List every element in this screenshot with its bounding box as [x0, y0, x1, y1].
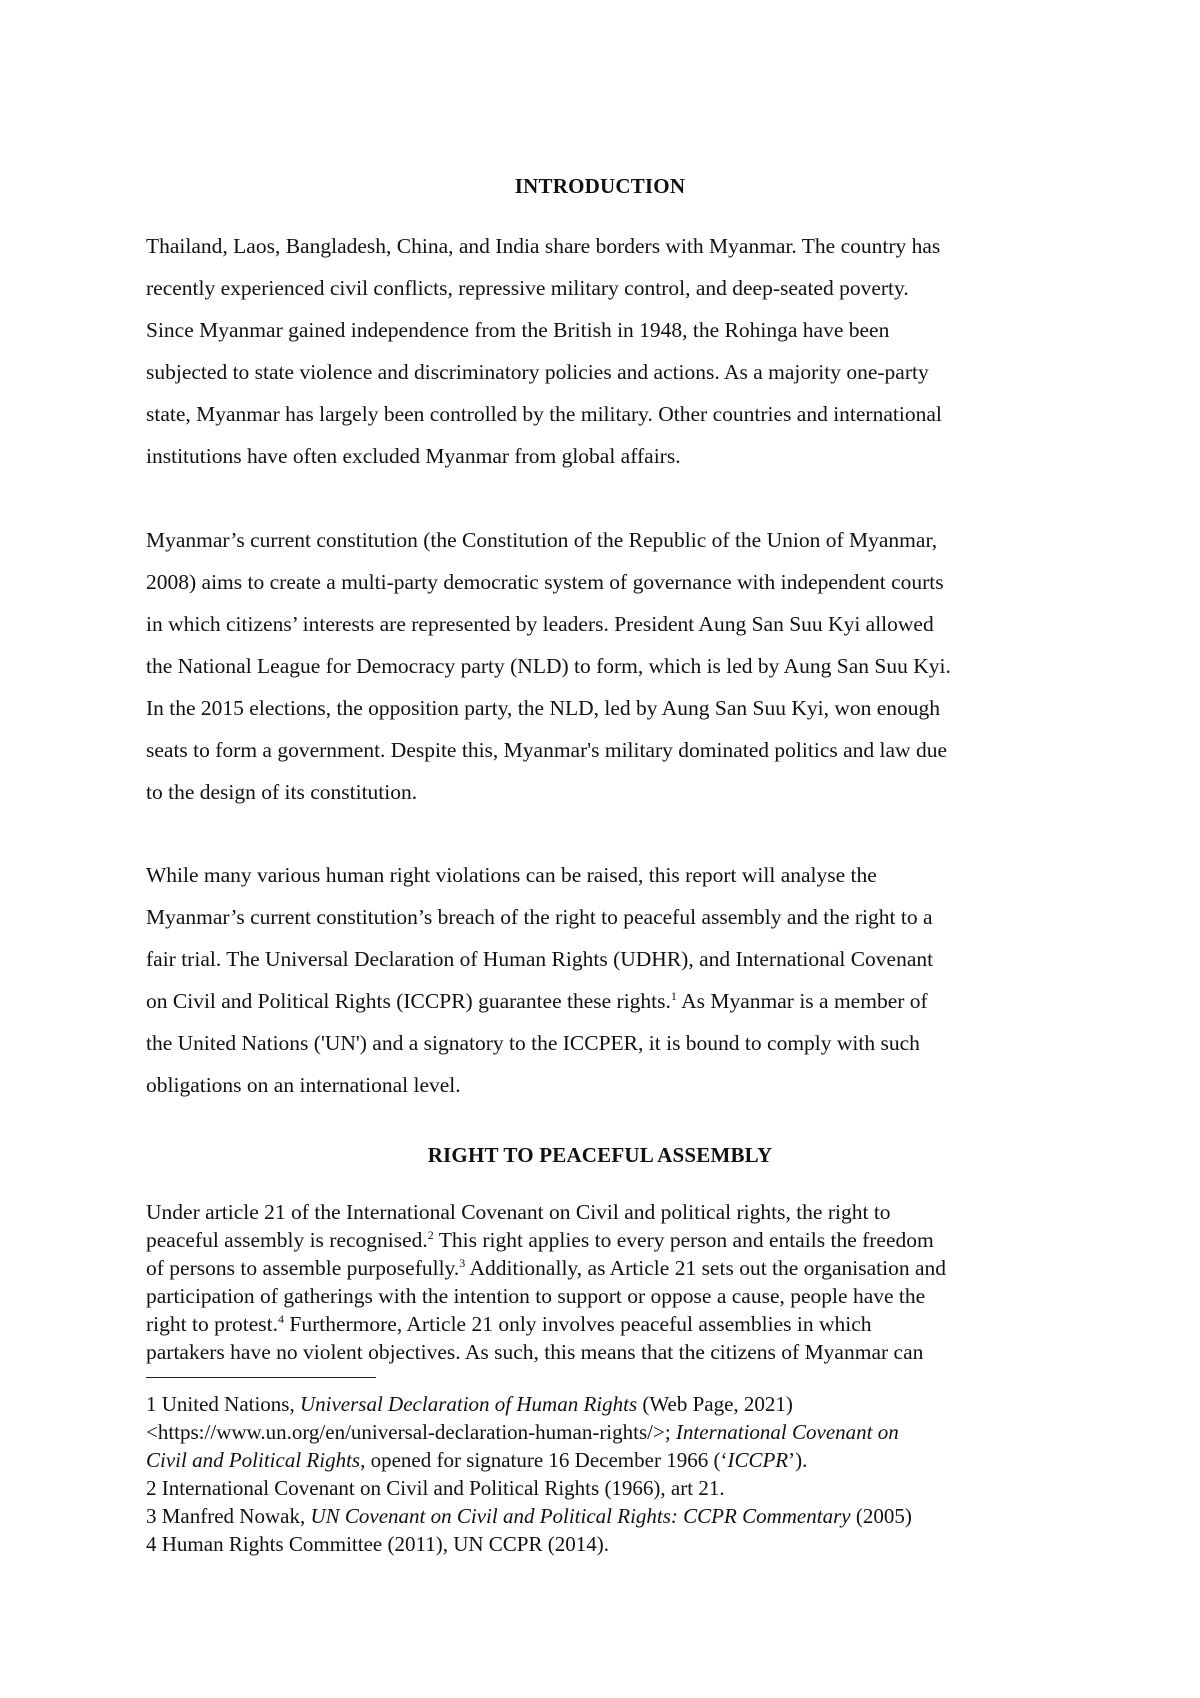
- footnote-2: [146, 1474, 1066, 1502]
- footnote-number: 1: [146, 1392, 157, 1416]
- footnote-number: 3: [146, 1504, 157, 1528]
- text-line: [146, 1254, 1066, 1282]
- text-fragment: International Covenant on Civil and Political Rights (1966), art 21.: [156, 1476, 725, 1500]
- text-fragment: (Web Page, 2021): [637, 1392, 793, 1416]
- text-fragment: Manfred Nowak,: [156, 1504, 311, 1528]
- text-line: subjected to state violence and discriminatory policies and actions. As a majority one-party: [146, 360, 929, 384]
- text-line: the United Nations ('UN') and a signatory to the ICCPER, it is bound to comply with such: [146, 1031, 920, 1055]
- text-line: institutions have often excluded Myanmar from global affairs.: [146, 444, 681, 468]
- footnote-1: [146, 1390, 1066, 1418]
- footnote-ref-1[interactable]: 1: [670, 988, 677, 1003]
- text-line: recently experienced civil conflicts, repressive military control, and deep-seated poverty.: [146, 276, 909, 300]
- footnote-ref-3[interactable]: 3: [459, 1255, 466, 1270]
- text-line: [146, 1310, 1066, 1338]
- footnote-number: 2: [146, 1476, 157, 1500]
- text-fragment: This right applies to every person and entails the freedom: [433, 1228, 934, 1252]
- text-line: partakers have no violent objectives. As such, this means that the citizens of Myanmar can: [146, 1340, 924, 1364]
- intro-paragraph-1: [146, 225, 1066, 477]
- text-line: Myanmar’s current constitution’s breach of the right to peaceful assembly and the right to a: [146, 905, 933, 929]
- assembly-paragraph-1: [146, 1198, 1066, 1366]
- text-fragment: ’).: [788, 1448, 808, 1472]
- text-line: Thailand, Laos, Bangladesh, China, and India share borders with Myanmar. The country has: [146, 234, 941, 258]
- text-line: state, Myanmar has largely been controlled by the military. Other countries and international: [146, 402, 942, 426]
- italic-title: Universal Declaration of Human Rights: [299, 1392, 638, 1416]
- footnote-separator: [146, 1377, 376, 1378]
- footnote-ref-2[interactable]: 2: [427, 1227, 434, 1242]
- text-fragment: , opened for signature 16 December 1966 (‘: [360, 1448, 728, 1472]
- section-heading-peaceful-assembly: RIGHT TO PEACEFUL ASSEMBLY: [427, 1143, 773, 1167]
- footnotes-section: [146, 1390, 1066, 1558]
- text-line: the National League for Democracy party (NLD) to form, which is led by Aung San Suu Kyi.: [146, 654, 951, 678]
- text-fragment: (2005): [850, 1504, 912, 1528]
- intro-paragraph-3: [146, 854, 1066, 1106]
- text-line: Under article 21 of the International Covenant on Civil and political rights, the right to: [146, 1200, 891, 1224]
- text-fragment: peaceful assembly is recognised.: [146, 1228, 428, 1252]
- footnote-1-cont: [146, 1446, 1066, 1474]
- italic-title: Civil and Political Rights: [146, 1448, 361, 1472]
- text-line: participation of gatherings with the intention to support or oppose a cause, people have the: [146, 1284, 926, 1308]
- text-line: Myanmar’s current constitution (the Constitution of the Republic of the Union of Myanmar,: [146, 528, 938, 552]
- text-fragment: As Myanmar is a member of: [676, 989, 928, 1013]
- text-line: seats to form a government. Despite this, Myanmar's military dominated politics and law due: [146, 738, 947, 762]
- text-fragment: on Civil and Political Rights (ICCPR) guarantee these rights.: [146, 989, 671, 1013]
- text-line: obligations on an international level.: [146, 1073, 461, 1097]
- text-line: While many various human right violations can be raised, this report will analyse the: [146, 863, 877, 887]
- text-fragment: Human Rights Committee (2011), UN CCPR (2014).: [156, 1532, 609, 1556]
- text-line: to the design of its constitution.: [146, 780, 418, 804]
- italic-title: International Covenant on: [675, 1420, 899, 1444]
- section-heading-introduction: INTRODUCTION: [514, 174, 686, 198]
- italic-title: UN Covenant on Civil and Political Rights: CCPR Commentary: [310, 1504, 851, 1528]
- footnote-3: [146, 1502, 1066, 1530]
- text-fragment: right to protest.: [146, 1312, 278, 1336]
- text-fragment: Additionally, as Article 21 sets out the organisation and: [465, 1256, 946, 1280]
- footnote-link[interactable]: <https://www.un.org/en/universal-declaration-human-rights/>;: [146, 1420, 676, 1444]
- text-line: [146, 1226, 1066, 1254]
- text-fragment: Furthermore, Article 21 only involves peaceful assemblies in which: [283, 1312, 872, 1336]
- text-line: 2008) aims to create a multi-party democratic system of governance with independent courts: [146, 570, 944, 594]
- footnote-number: 4: [146, 1532, 157, 1556]
- text-line: fair trial. The Universal Declaration of Human Rights (UDHR), and International Covenant: [146, 947, 934, 971]
- italic-abbrev: ICCPR: [727, 1448, 789, 1472]
- text-fragment: of persons to assemble purposefully.: [146, 1256, 460, 1280]
- text-line: In the 2015 elections, the opposition party, the NLD, led by Aung San Suu Kyi, won enough: [146, 696, 941, 720]
- footnote-4: [146, 1530, 1066, 1558]
- footnote-1-cont: [146, 1418, 1066, 1446]
- text-line: Since Myanmar gained independence from the British in 1948, the Rohinga have been: [146, 318, 890, 342]
- text-line: [146, 980, 1066, 1022]
- text-fragment: United Nations,: [156, 1392, 300, 1416]
- intro-paragraph-2: [146, 519, 1066, 813]
- text-line: in which citizens’ interests are represented by leaders. President Aung San Suu Kyi allowed: [146, 612, 934, 636]
- footnote-ref-4[interactable]: 4: [277, 1311, 284, 1326]
